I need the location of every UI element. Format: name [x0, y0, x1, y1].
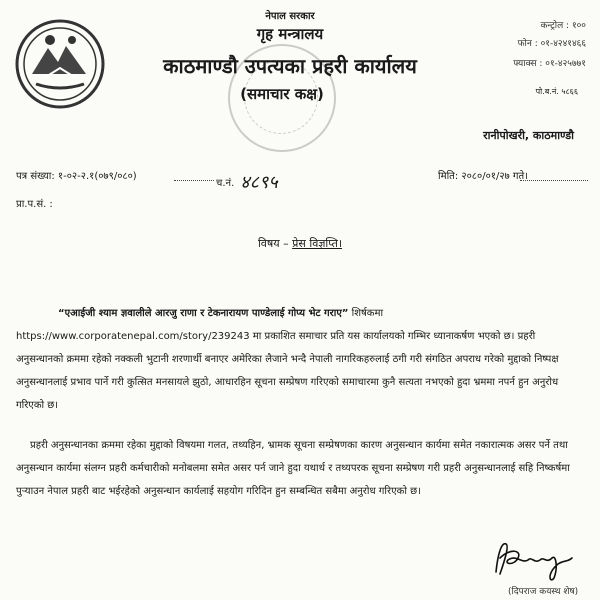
subject-label: विषय –	[257, 237, 289, 250]
quoted-headline: “एआईजी श्याम ज्ञवालीले आरजु राणा र टेकनारायण पाण्डेलाई गोप्य भेट गराए”	[58, 308, 349, 319]
dispatch-number-block	[216, 168, 278, 192]
po-box: पो.ब.नं. ५८६६	[535, 87, 578, 96]
body-paragraph-2: प्रहरी अनुसन्धानका क्रममा रहेका मुद्दाको विषयमा गलत, तथ्यहिन, भ्रामक सूचना सम्प्रेषणका कारण अनुसन्धान कार्यमा समेत नकारात्मक असर पर्ने तथा अनुसन्धान कार्यमा संलग्न प्रहरी कर्मचारीको मनोबलमा समेत असर पर्न जाने हुदा यथार्थ र तथ्यपरक सूचना सम्प्रेषण गरी प्रहरी अनुसन्धानलाई सहि निष्कर्षमा पुऱ्याउन नेपाल प्रहरी बाट भईरहेको अनुसन्धान कार्यलाई सहयोग गरिदिन हुन सम्बन्धित सबैमा अनुरोध गरिएको छ।	[16, 440, 570, 497]
ministry-name: गृह मन्त्रालय	[256, 25, 324, 43]
dispatch-number: ४८९५	[240, 172, 278, 193]
handwritten-signature	[488, 534, 576, 584]
control-number: कन्ट्रोल : १००	[540, 21, 586, 31]
paragraph-1-text: शिर्षकमा https://www.corporatenepal.com/story/239243 मा प्रकाशित समाचार प्रति यस कार्यालयको गम्भिर ध्यानाकर्षण भएको छ। प्रहरी अनुसन्धानको क्रममा रहेको नक्कली भुटानी शरणार्थी बनाएर अमेरिका लैजाने भन्दै नेपाली नागरिकहरुलाई ठगी गरी संगठित अपराध गरेको मुद्दाको निष्पक्ष अनुसन्धानलाई प्रभाव पार्ने गरी कुत्सित मनसायले झुठो, आधारहिन सूचना सम्प्रेषण गरिएको समाचारमा कुनै सत्यता नभएको हुदा भ्रममा नपर्न हुन अनुरोध गरिएको छ।	[16, 308, 559, 411]
dotted-rule	[174, 180, 214, 181]
subject-line	[0, 236, 600, 251]
recipient-line: प्रा.प.सं. :	[16, 199, 53, 210]
section-name: (समाचार कक्ष)	[240, 85, 324, 103]
dispatch-label: च.नं.	[216, 178, 235, 189]
signatory-name: (दिपराज कयस्थ शेष)	[508, 587, 579, 597]
body-paragraph-1	[16, 302, 584, 417]
office-address: रानीपोखरी, काठमाण्डौ	[483, 129, 574, 142]
dotted-rule	[520, 180, 588, 181]
government-name: नेपाल सरकार	[265, 11, 315, 22]
letter-number: पत्र संख्या: १-०२-२.१(०७९/०८०)	[16, 171, 137, 182]
office-name: काठमाण्डौ उपत्यका प्रहरी कार्यालय	[163, 54, 417, 78]
letter-date: मिति: २०८०/०१/२७ गते।	[438, 171, 529, 182]
phone-number: फोन : ०१-४२४१४६६	[517, 39, 586, 49]
fax-number: फ्याक्स : ०१-४२५७७१	[513, 59, 586, 69]
subject-text: प्रेस विज्ञप्ति।	[292, 237, 343, 250]
